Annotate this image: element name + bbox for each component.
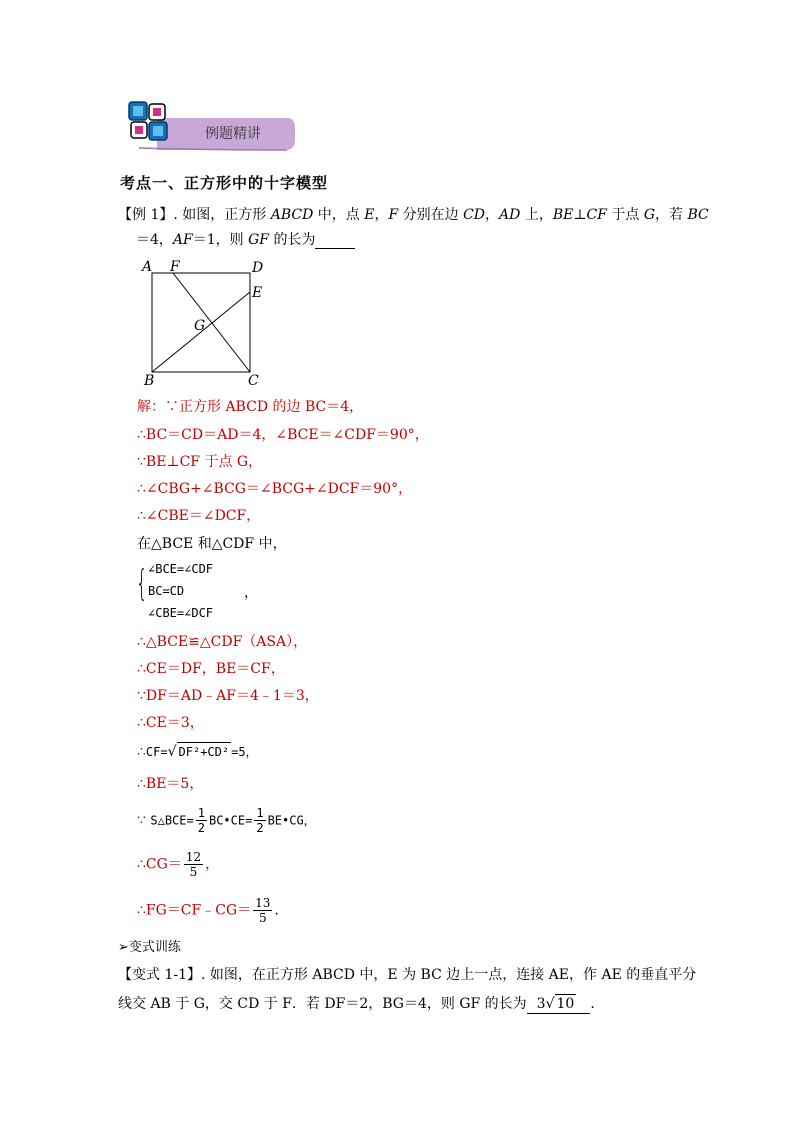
solution-line-9: ∵DF＝AD﹣AF＝4﹣1＝3， bbox=[137, 688, 319, 704]
solution-line-6: 在△BCE 和△CDF 中， bbox=[137, 536, 287, 552]
solution-line-14: ∴CG＝ $\frac{12}{5}$ ， bbox=[137, 850, 220, 879]
example-label: 【例 1】 bbox=[118, 207, 174, 223]
answer-blank bbox=[315, 234, 355, 249]
solution-line-4: ∴∠CBG+∠BCG＝∠BCG+∠DCF＝90°， bbox=[137, 481, 413, 497]
solution-line-11: ∴CF=√ DF²+CD² =5， bbox=[137, 744, 258, 760]
label-C: C bbox=[248, 373, 259, 389]
system-eq-3: ∠CBE=∠DCF bbox=[148, 606, 214, 620]
solution-line-5: ∴∠CBE＝∠DCF， bbox=[137, 508, 261, 524]
solution-line-15: ∴FG＝CF﹣CG＝ $\frac{13}{5}$ . bbox=[137, 896, 279, 925]
solution-line-10: ∴CE＝3， bbox=[137, 715, 204, 731]
example1-line1: 【例 1】. 如图，正方形 ABCD 中，点 E，F 分别在边 CD，AD 上，BE⊥CF 于点 G，若 BC bbox=[118, 207, 709, 223]
fraction-fg: $\frac{13}{5}$ bbox=[255, 896, 271, 925]
section-banner bbox=[127, 100, 297, 152]
variant-label: 【变式 1-1】 bbox=[118, 967, 201, 983]
system-eq-2: BC=CD bbox=[148, 584, 185, 598]
variant-answer: 3√ 10 bbox=[527, 994, 591, 1014]
banner-title: 例题精讲 bbox=[205, 126, 261, 142]
solution-line-3: ∵BE⊥CF 于点 G， bbox=[137, 454, 263, 470]
label-G: G bbox=[194, 318, 206, 334]
variant-line1: 【变式 1-1】. 如图，在正方形 ABCD 中，E 为 BC 边上一点，连接 AE，作 AE 的垂直平分 bbox=[118, 967, 697, 983]
label-D: D bbox=[252, 260, 264, 276]
solution-line-13: ∵ S△BCE= $\frac{1}{2}$ BC•CE= $\frac{1}{2}$ BE•CG， bbox=[137, 806, 316, 835]
fraction-half: $\frac{1}{2}$ bbox=[256, 806, 264, 835]
label-A: A bbox=[142, 259, 153, 275]
variant-line2: 线交 AB 于 G，交 CD 于 F．若 DF＝2，BG＝4，则 GF 的长为 3√ 10 ． bbox=[118, 996, 605, 1012]
fraction-cg: $\frac{12}{5}$ bbox=[185, 850, 202, 879]
solution-line-1: 解：∵正方形 ABCD 的边 BC＝4， bbox=[137, 399, 364, 415]
solution-line-12: ∴BE＝5， bbox=[137, 776, 204, 792]
variant-header: ➢变式训练 bbox=[118, 940, 181, 955]
label-F: F bbox=[170, 259, 180, 275]
fraction-half: $\frac{1}{2}$ bbox=[197, 806, 205, 835]
solution-line-2: ∴BC＝CD＝AD＝4，∠BCE＝∠CDF＝90°， bbox=[137, 427, 429, 443]
system-comma: ， bbox=[244, 585, 258, 601]
example1-line2: ＝4，AF＝1，则 GF 的长为 bbox=[136, 231, 355, 249]
label-E: E bbox=[252, 285, 263, 301]
system-eq-1: ∠BCE=∠CDF bbox=[148, 562, 214, 576]
solution-line-8: ∴CE＝DF，BE＝CF， bbox=[137, 661, 285, 677]
system-brace: { bbox=[136, 563, 148, 604]
section-title: 考点一、正方形中的十字模型 bbox=[120, 174, 329, 192]
label-B: B bbox=[144, 373, 155, 389]
geometry-figure bbox=[140, 256, 275, 389]
solution-line-7: ∴△BCE≌△CDF（ASA）， bbox=[137, 634, 308, 650]
